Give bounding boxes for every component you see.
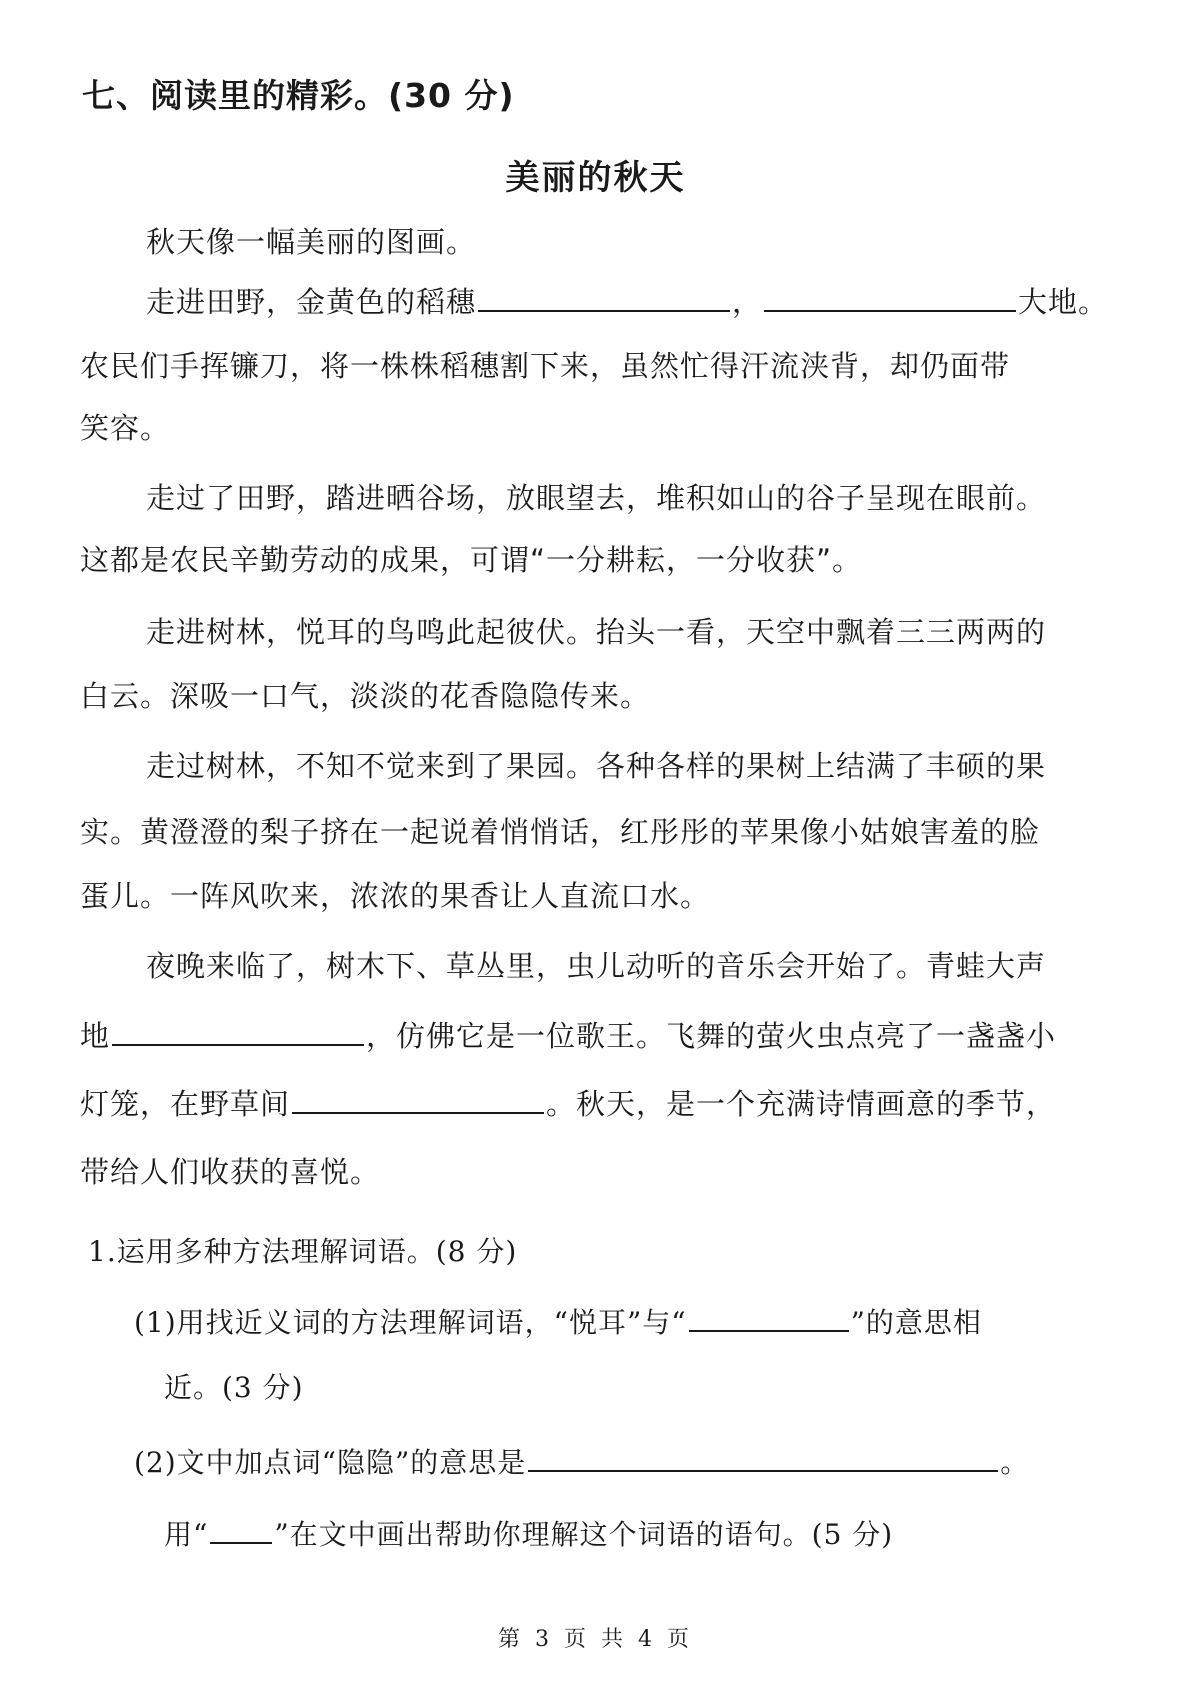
text: 灯笼，在野草间: [80, 1087, 291, 1121]
text: ，: [732, 285, 763, 319]
section-title: 七、阅读里的精彩。(30 分): [82, 76, 515, 115]
text: (2)文中加点词“隐隐”的意思是: [134, 1446, 527, 1479]
fill-blank[interactable]: [292, 1084, 544, 1114]
article-title: 美丽的秋天: [505, 158, 686, 198]
text: 白云。深吸一口气，淡淡的花香隐隐传来。: [80, 679, 651, 713]
question-1-1-cont: [164, 1368, 304, 1408]
text: 1.运用多种方法理解词语。(8 分): [88, 1235, 518, 1268]
text: 笑容。: [80, 411, 171, 445]
fill-blank[interactable]: [764, 282, 1016, 312]
text: 走进田野，金黄色的稻穗: [146, 285, 477, 319]
fill-blank[interactable]: [528, 1442, 998, 1472]
underline-sample: [210, 1514, 272, 1544]
text: 带给人们收获的喜悦。: [80, 1155, 381, 1189]
paragraph-line: [80, 408, 170, 448]
paragraph-line: [146, 946, 1046, 986]
text: 大地。: [1018, 285, 1109, 319]
paragraph-line: [80, 1084, 1056, 1124]
page-footer: 第 3 页 共 4 页: [498, 1627, 693, 1652]
text: 实。黄澄澄的梨子挤在一起说着悄悄话，红彤彤的苹果像小姑娘害羞的脸: [80, 815, 1041, 849]
paragraph-line: [146, 746, 1046, 786]
paragraph-line: [146, 222, 476, 262]
text: 这都是农民辛勤劳动的成果，可谓“一分耕耘，一分收获”。: [80, 543, 863, 577]
text: 蛋儿。一阵风吹来，浓浓的果香让人直流口水。: [80, 879, 711, 913]
question-1-3: [164, 1514, 893, 1555]
text: 走过了田野，踏进晒谷场，放眼望去，堆积如山的谷子呈现在眼前。: [146, 481, 1047, 515]
text: 地: [80, 1019, 111, 1053]
text: 近。(3 分): [164, 1371, 304, 1404]
fill-blank[interactable]: [689, 1302, 849, 1332]
text: ”在文中画出帮助你理解这个词语的语句。(5 分): [274, 1518, 894, 1551]
question-1-1: [134, 1302, 982, 1343]
paragraph-line: [80, 676, 650, 716]
paragraph-line: [80, 1152, 380, 1192]
text: 用“: [164, 1518, 209, 1551]
paragraph-line: [80, 1016, 1056, 1056]
text: 走过树林，不知不觉来到了果园。各种各样的果树上结满了丰硕的果: [146, 749, 1047, 783]
paragraph-line: [80, 540, 862, 580]
question-1-2: [134, 1442, 1029, 1483]
text: 秋天像一幅美丽的图画。: [146, 225, 477, 259]
paragraph-line: [146, 478, 1046, 518]
fill-blank[interactable]: [112, 1016, 364, 1046]
text: ，仿佛它是一位歌王。飞舞的萤火虫点亮了一盏盏小: [366, 1019, 1057, 1053]
paragraph-line: [146, 612, 1046, 652]
fill-blank[interactable]: [478, 282, 730, 312]
text: 。秋天，是一个充满诗情画意的季节，: [546, 1087, 1057, 1121]
text: 走进树林，悦耳的鸟鸣此起彼伏。抬头一看，天空中飘着三三两两的: [146, 615, 1047, 649]
paragraph-line: [80, 876, 710, 916]
text: ”的意思相: [850, 1306, 982, 1339]
text: 夜晚来临了，树木下、草丛里，虫儿动听的音乐会开始了。青蛙大声: [146, 949, 1047, 983]
text: (1)用找近义词的方法理解词语，“悦耳”与“: [134, 1306, 687, 1339]
paragraph-line: [80, 812, 1040, 852]
text: 农民们手挥镰刀，将一株株稻穗割下来，虽然忙得汗流浃背，却仍面带: [80, 349, 1011, 383]
paragraph-line: [146, 282, 1108, 322]
paragraph-line: [80, 346, 1010, 386]
text: 。: [1000, 1446, 1030, 1479]
question-1: [88, 1232, 517, 1272]
